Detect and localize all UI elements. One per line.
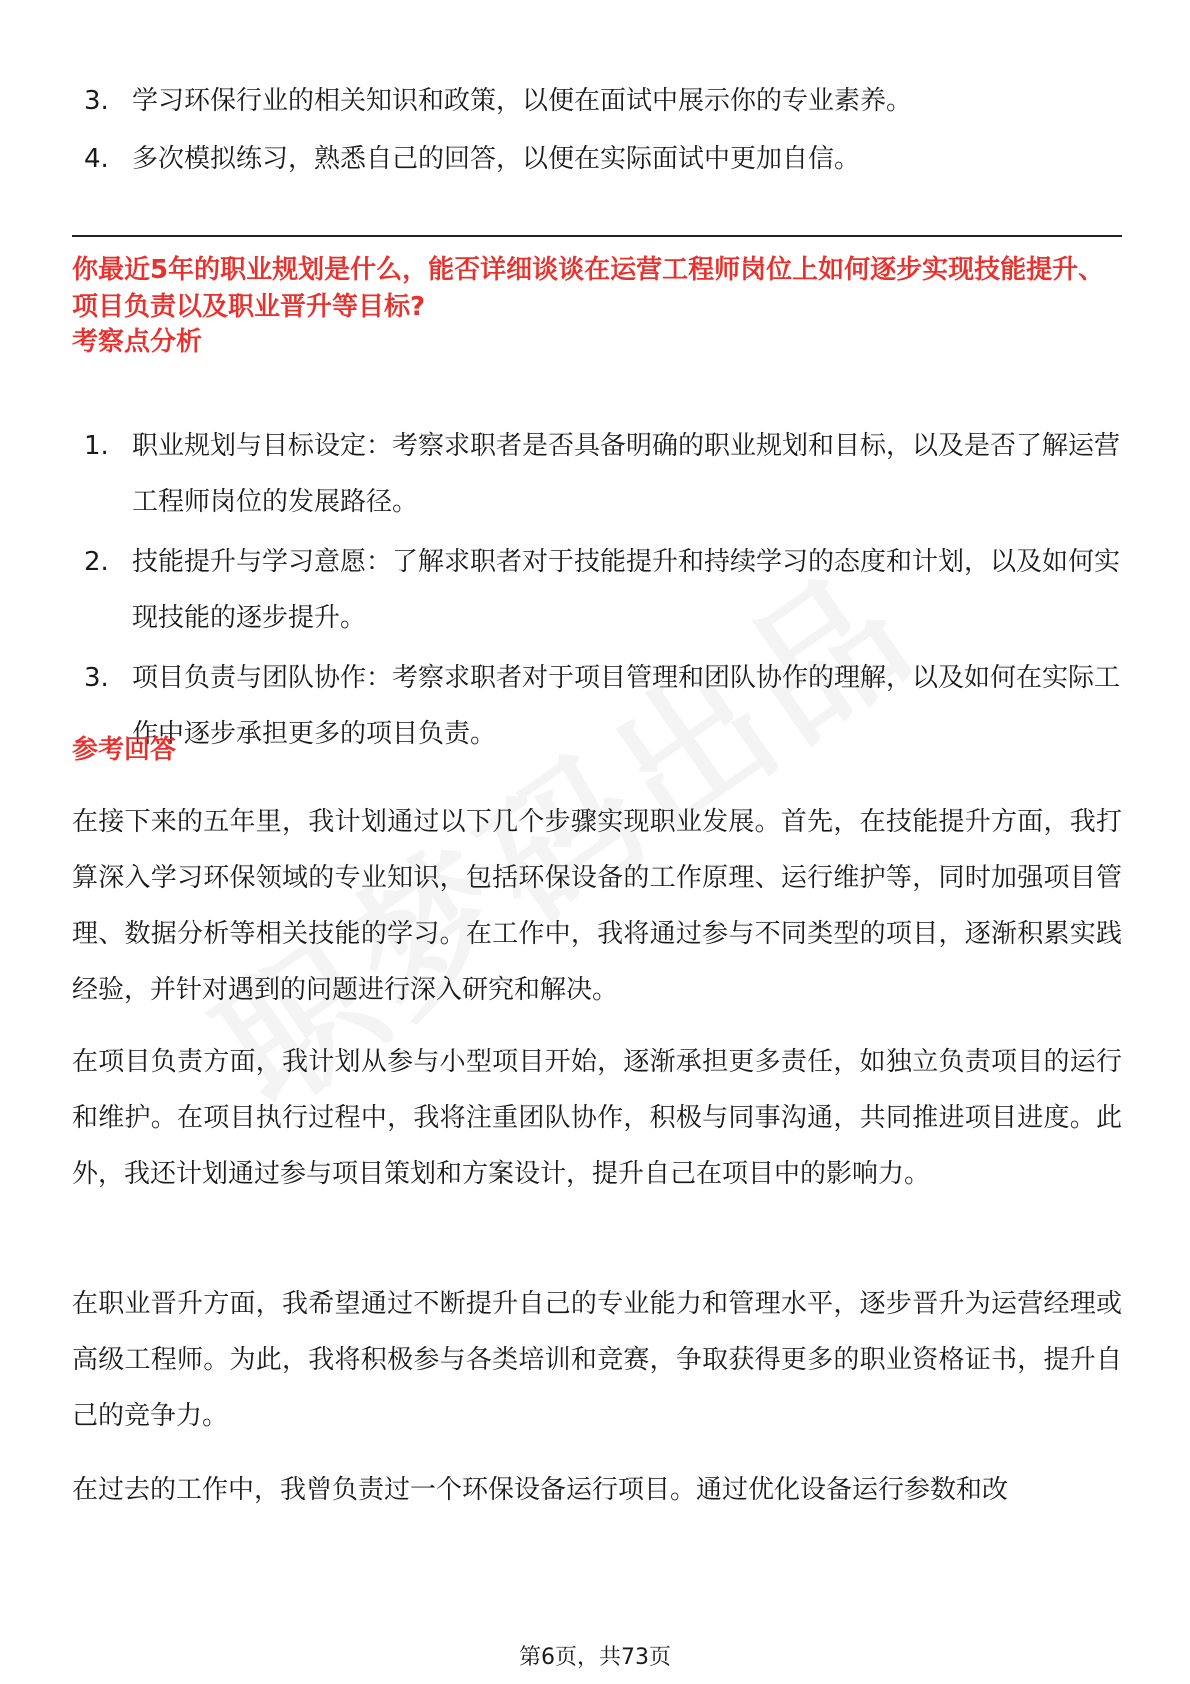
list-item xyxy=(84,72,1114,130)
list-item xyxy=(84,418,1120,530)
interview-question: 你最近5年的职业规划是什么，能否详细谈谈在运营工程师岗位上如何逐步实现技能提升、项目负责以及职业晋升等目标? xyxy=(72,255,1105,322)
answer-paragraph: 在项目负责方面，我计划从参与小型项目开始，逐渐承担更多责任，如独立负责项目的运行和维护。在项目执行过程中，我将注重团队协作，积极与同事沟通，共同推进项目进度。此外，我还计划通过参与项目策划和方案设计，提升自己在项目中的影响力。 xyxy=(72,1047,1122,1189)
analysis-heading: 考察点分析 xyxy=(72,327,203,357)
list-item-number: 2. xyxy=(84,547,109,577)
list-item-text: 职业规划与目标设定：考察求职者是否具备明确的职业规划和目标，以及是否了解运营工程师岗位的发展路径。 xyxy=(132,431,1121,517)
answer-paragraph: 在过去的工作中，我曾负责过一个环保设备运行项目。通过优化设备运行参数和改 xyxy=(72,1475,1009,1505)
answer-heading: 参考回答 xyxy=(72,735,177,765)
list-item xyxy=(84,650,1120,762)
list-item-text: 多次模拟练习，熟悉自己的回答，以便在实际面试中更加自信。 xyxy=(132,144,861,174)
answer-paragraph: 在职业晋升方面，我希望通过不断提升自己的专业能力和管理水平，逐步晋升为运营经理或高级工程师。为此，我将积极参与各类培训和竞赛，争取获得更多的职业资格证书，提升自己的竞争力。 xyxy=(72,1289,1122,1431)
list-item-text: 学习环保行业的相关知识和政策，以便在面试中展示你的专业素养。 xyxy=(132,86,913,116)
list-item-number: 1. xyxy=(84,431,109,461)
page-number: 第6页，共73页 xyxy=(519,1645,671,1670)
list-item-number: 4. xyxy=(84,144,109,174)
list-item-text: 项目负责与团队协作：考察求职者对于项目管理和团队协作的理解，以及如何在实际工作中逐步承担更多的项目负责。 xyxy=(132,663,1121,749)
section-divider xyxy=(72,235,1122,237)
tips-list xyxy=(84,72,1114,188)
answer-paragraph: 在接下来的五年里，我计划通过以下几个步骤实现职业发展。首先，在技能提升方面，我打算深入学习环保领域的专业知识，包括环保设备的工作原理、运行维护等，同时加强项目管理、数据分析等相关技能的学习。在工作中，我将通过参与不同类型的项目，逐渐积累实践经验，并针对遇到的问题进行深入研究和解决。 xyxy=(72,807,1122,1005)
list-item-number: 3. xyxy=(84,86,109,116)
list-item xyxy=(84,534,1120,646)
list-item-text: 技能提升与学习意愿：了解求职者对于技能提升和持续学习的态度和计划，以及如何实现技能的逐步提升。 xyxy=(132,547,1121,633)
list-item-number: 3. xyxy=(84,663,109,693)
list-item xyxy=(84,130,1114,188)
analysis-list xyxy=(84,418,1120,766)
